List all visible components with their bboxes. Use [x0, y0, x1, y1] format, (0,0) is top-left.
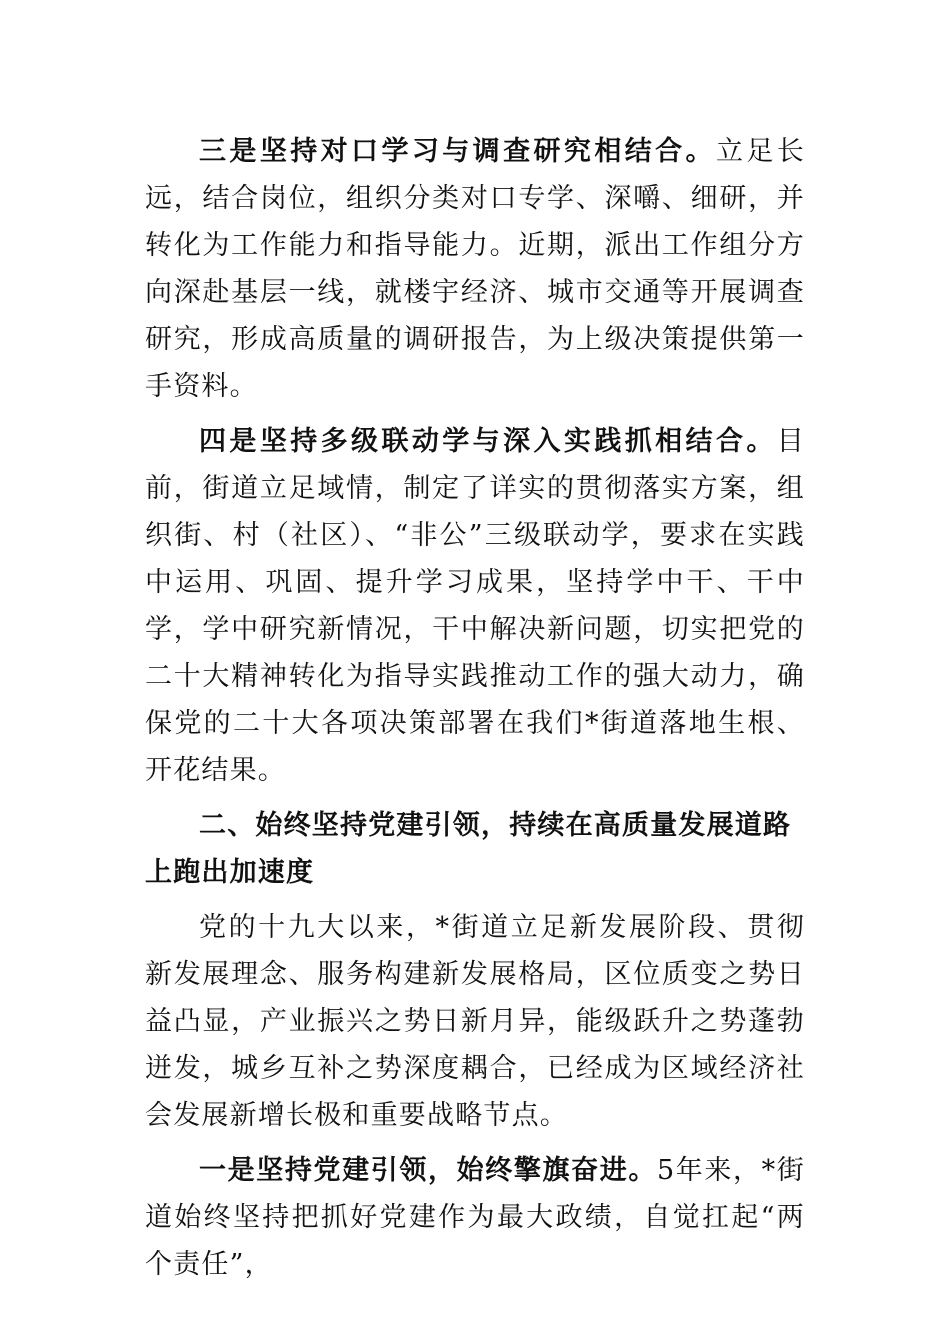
paragraph-4-linkage — [145, 418, 805, 794]
paragraph-1-party-building — [145, 1147, 805, 1288]
paragraph-body: 立足长远，结合岗位，组织分类对口专学、深嚼、细研，并转化为工作能力和指导能力。近期，派出工作组分方向深赴基层一线，就楼宇经济、城市交通等开展调查研究，形成高质量的调研报告，为上级决策提供第一手资料。 — [145, 136, 805, 402]
paragraph-lead: 一是坚持党建引领，始终擎旗奋进。 — [199, 1155, 657, 1186]
paragraph-intro: 党的十九大以来，*街道立足新发展阶段、贯彻新发展理念、服务构建新发展格局，区位质变之势日益凸显，产业振兴之势日新月异，能级跃升之势蓬勃迸发，城乡互补之势深度耦合，已经成为区域经济社会发展新增长极和重要战略节点。 — [145, 912, 805, 1131]
document-page — [145, 128, 805, 1288]
paragraph-body: 目前，街道立足域情，制定了详实的贯彻落实方案，组织街、村（社区）、“非公”三级联动学，要求在实践中运用、巩固、提升学习成果，坚持学中干、干中学，学中研究新情况，干中解决新问题，切实把党的二十大精神转化为指导实践推动工作的强大动力，确保党的二十大各项决策部署在我们*街道落地生根、开花结果。 — [145, 426, 805, 786]
paragraph-lead: 三是坚持对口学习与调查研究相结合。 — [199, 136, 716, 167]
section-heading-2: 二、始终坚持党建引领，持续在高质量发展道路上跑出加速度 — [145, 810, 792, 888]
paragraph-lead: 四是坚持多级联动学与深入实践抓相结合。 — [199, 426, 777, 457]
paragraph-3-research — [145, 128, 805, 410]
paragraph-body: 5年来，*街道始终坚持把抓好党建作为最大政绩，自觉扛起“两个责任”， — [145, 1155, 805, 1280]
